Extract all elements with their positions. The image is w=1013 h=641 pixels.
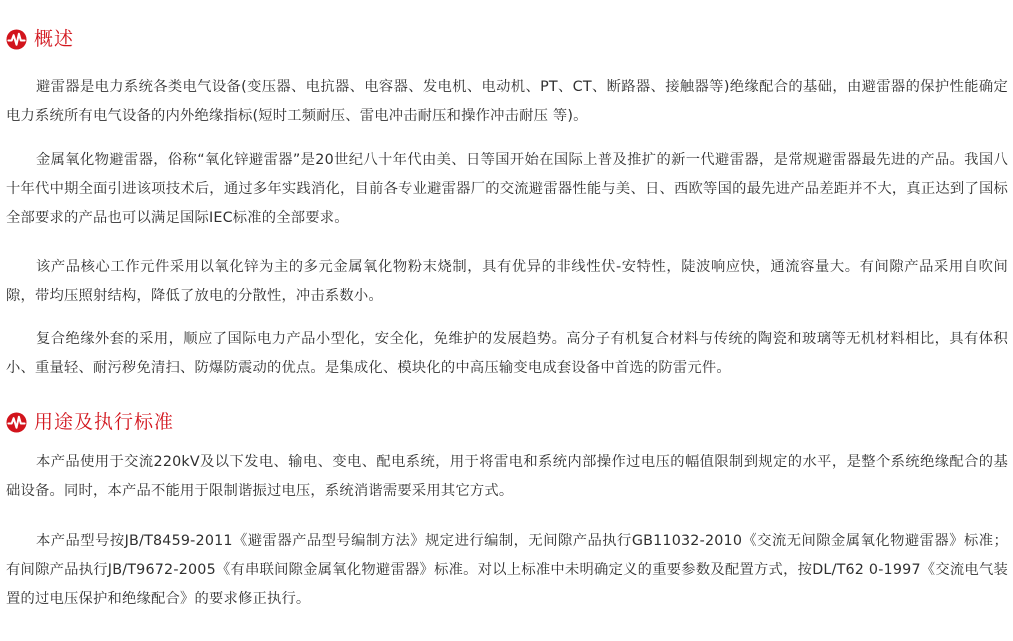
section-title: 用途及执行标准 — [34, 411, 175, 433]
waveform-badge-icon — [6, 29, 27, 50]
paragraph: 该产品核心工作元件采用以氧化锌为主的多元金属氧化物粉末烧制，具有优异的非线性伏-安特性，陡波响应快，通流容量大。有间隙产品采用自吹间隙，带均压照射结构，降低了放电的分散性，冲击系数小。 — [6, 259, 1008, 304]
paragraph: 本产品型号按JB/T8459-2011《避雷器产品型号编制方法》规定进行编制，无间隙产品执行GB11032-2010《交流无间隙金属氧化物避雷器》标准；有间隙产品执行JB/T9672-2005《有串联间隙金属氧化物避雷器》标准。对以上标准中未明确定义的重要参数及配置方式，按DL/T62 0-1997《交流电气装置的过电压保护和绝缘配合》的要求修正执行。 — [6, 533, 1008, 607]
paragraph: 避雷器是电力系统各类电气设备(变压器、电抗器、电容器、发电机、电动机、PT、CT、断路器、接触器等)绝缘配合的基础，由避雷器的保护性能确定电力系统所有电气设备的内外绝缘指标(短时工频耐压、雷电冲击耐压和操作冲击耐压 等)。 — [6, 79, 1008, 124]
waveform-badge-icon — [6, 412, 27, 433]
section-heading-overview — [6, 26, 74, 52]
section-title: 概述 — [34, 28, 75, 50]
paragraph: 本产品使用于交流220kV及以下发电、输电、变电、配电系统，用于将雷电和系统内部操作过电压的幅值限制到规定的水平，是整个系统绝缘配合的基础设备。同时，本产品不能用于限制谐振过电压，系统消谐需要采用其它方式。 — [6, 454, 1008, 499]
paragraph: 复合绝缘外套的采用，顺应了国际电力产品小型化，安全化，免维护的发展趋势。高分子有机复合材料与传统的陶瓷和玻璃等无机材料相比，具有体积小、重量轻、耐污秽免清扫、防爆防震动的优点。是集成化、模块化的中高压输变电成套设备中首选的防雷元件。 — [6, 331, 1008, 376]
section-heading-usage — [6, 409, 174, 435]
paragraph: 金属氧化物避雷器，俗称“氧化锌避雷器”是20世纪八十年代由美、日等国开始在国际上普及推扩的新一代避雷器，是常规避雷器最先进的产品。我国八十年代中期全面引进该项技术后，通过多年实践消化，目前各专业避雷器厂的交流避雷器性能与美、日、西欧等国的最先进产品差距并不大，真正达到了国标全部要求的产品也可以满足国际IEC标准的全部要求。 — [6, 152, 1008, 226]
